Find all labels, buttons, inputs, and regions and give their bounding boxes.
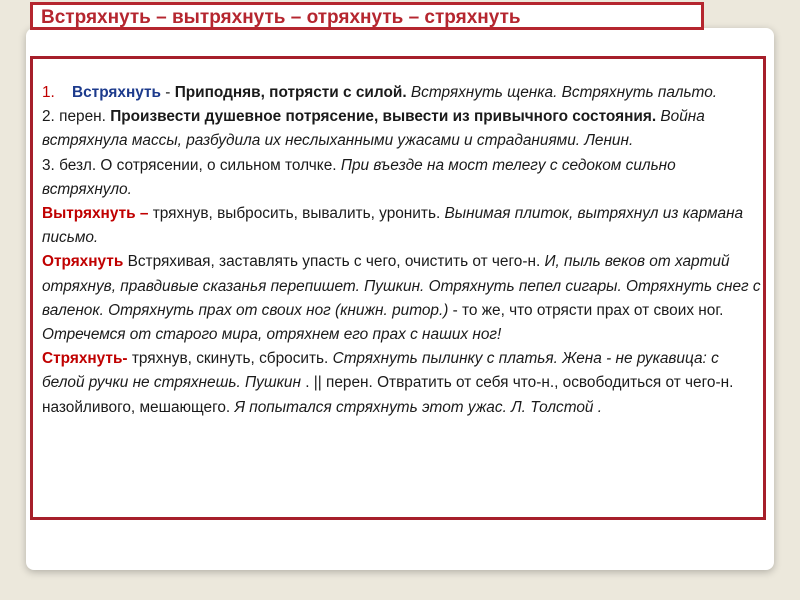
definition-2 (42, 105, 764, 153)
example-1: Встряхнуть щенка. Встряхнуть пальто. (406, 84, 718, 101)
meaning-2: Произвести душевное потрясение, вывести из привычного состояния. (110, 108, 657, 126)
definition-stryakhnut (42, 347, 764, 420)
note-otryakhnut: - то же, что отрясти прах от своих ног. (448, 301, 724, 319)
prefix-2: 2. перен. (42, 108, 111, 126)
definitions-box (30, 56, 766, 520)
definitions-text (42, 81, 764, 420)
list-number: 1. (42, 84, 55, 101)
example-2: Война встряхнула массы, разбудила их неслыханными ужасами и страданиями. Ленин. (42, 108, 705, 150)
meaning-vytryakhnut: тряхнув, выбросить, вывалить, уронить. (148, 205, 445, 223)
meaning-stryakhnut: тряхнув, скинуть, сбросить. (127, 350, 333, 368)
example-otryakhnut-2: Отречемся от старого мира, отряхнем его прах с наших ног! (42, 326, 502, 344)
headword-vstryakhnut: Встряхнуть (72, 84, 161, 101)
headword-otryakhnut: Отряхнуть (42, 253, 124, 271)
example-stryakhnut-2: Я попытался стряхнуть этот ужас. Л. Толстой . (234, 398, 603, 416)
definition-1 (42, 81, 764, 105)
example-stryakhnut-1: Стряхнуть пылинку с платья. Жена - не рукавица: с белой ручки не стряхнешь. Пушкин (42, 350, 719, 392)
meaning-1: Приподняв, потрясти с силой. (174, 84, 407, 101)
slide-title: Встряхнуть – вытряхнуть – отряхнуть – стряхнуть (30, 2, 704, 30)
meaning-otryakhnut: Встряхивая, заставлять упасть с чего, очистить от чего-н. (123, 253, 545, 271)
meaning-3: 3. безл. О сотрясении, о сильном толчке. (42, 156, 341, 174)
separator: - (161, 84, 175, 101)
definition-3 (42, 154, 764, 202)
example-3: При въезде на мост телегу с седоком сильно встряхнуло. (42, 156, 676, 198)
headword-vytryakhnut: Вытряхнуть – (42, 205, 149, 223)
definition-otryakhnut (42, 250, 764, 347)
headword-stryakhnut: Стряхнуть- (42, 350, 128, 368)
example-otryakhnut-1: И, пыль веков от хартий отряхнув, правдивые сказанья перепишет. Пушкин. Отряхнуть пепел сигары. Отряхнуть снег с валенок. Отряхнуть прах от своих ног (книжн. ритор.) (42, 253, 761, 319)
example-vytryakhnut: Вынимая плиток, вытряхнул из кармана письмо. (42, 205, 744, 247)
definition-vytryakhnut (42, 202, 764, 250)
note-stryakhnut: . || перен. Отвратить от себя что-н., освободиться от чего-н. назойливого, мешающего. (42, 374, 734, 416)
